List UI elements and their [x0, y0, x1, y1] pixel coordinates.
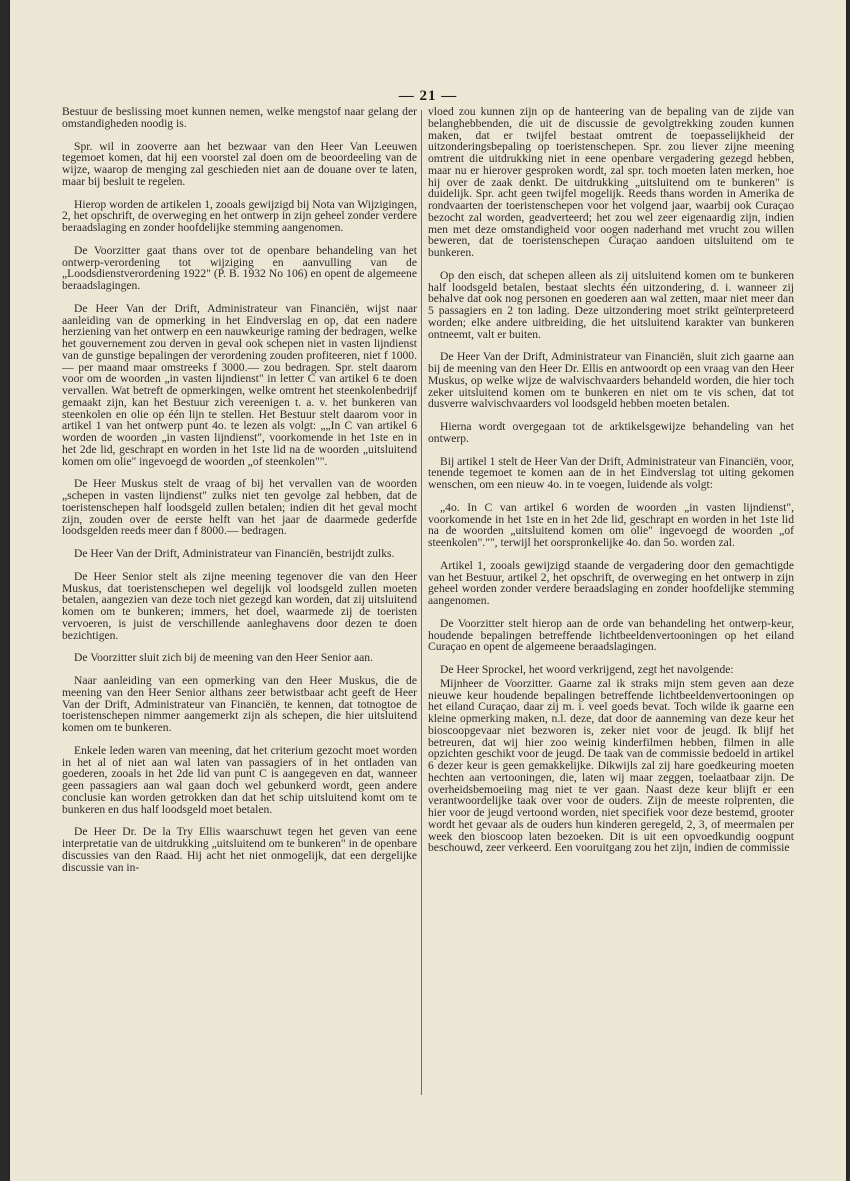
- paragraph: Bestuur de beslissing moet kunnen nemen, welke mengstof naar gelang der omstandigheden noodig is.: [62, 105, 417, 130]
- paragraph: De Heer Van der Drift, Administrateur van Financiën, wijst naar aanleiding van de opmerking in het Eindverslag en op, dat een nadere herziening van het ontwerp en een nauwkeurige raming der bedragen, welke het gouvernement zou derven in geval ook schepen niet in vasten lijndienst van de gunstige bepalingen der verordening zouden profiteeren, niet f 1000.— per maand maar omstreeks f 3000.— zou bedragen. Spr. stelt daarom voor om de woorden „in vasten lijndienst" in letter C van artikel 6 te doen vervallen. Wat betreft de opmerkingen, welke omtrent het steenkolenbedrijf gemaakt zijn, kan het Bestuur zich vereenigen t. a. v. het bunkeren van steenkolen en olie op één lijn te stellen. Het Bestuur stelt daarom voor in artikel 1 van het ontwerp punt 4o. te lezen als volgt: „„In C van artikel 6 worden de woorden „in vasten lijndienst", voorkomende in het 1ste en in het 2de lid, geschrapt en worden in het 1ste lid na de woorden „uitsluitend komen om olie" ingevoegd de woorden „of steenkolen"".: [62, 301, 417, 468]
- paragraph: Naar aanleiding van een opmerking van den Heer Muskus, die de meening van den Heer Senior althans zeer betwistbaar acht geeft de Heer Van der Drift, Administrateur van Financiën, te kennen, dat totnogtoe de toeristenschepen nimmer aangemerkt zijn als schepen, die hier uitsluitend komen om te bunkeren.: [62, 674, 417, 734]
- paragraph: De Heer Muskus stelt de vraag of bij het vervallen van de woorden „schepen in vasten lijndienst" zulks niet ten gevolge zal hebben, dat de toeristenschepen half loodsgeld zullen betalen; indien dit het geval mocht zijn, zouden over de eerste helft van het jaar de daarmede gederfde loodsgelden reeds meer dan f 8000.— bedragen.: [62, 477, 417, 538]
- paragraph: De Heer Van der Drift, Administrateur van Financiën, bestrijdt zulks.: [74, 547, 395, 560]
- column-divider: [421, 110, 422, 1095]
- paragraph: Enkele leden waren van meening, dat het criterium gezocht moet worden in het al of niet aan wal laten van passagiers of in het ontladen van goederen, zooals in het 2de lid van punt C is aangegeven en dat, wanneer geen passagiers aan wal gaan doch wel gebunkerd wordt, geen andere conclusie kan worden getrokken dan dat het schip uitsluitend komt om te bunkeren en dus half loodsgeld moet betalen.: [62, 743, 417, 816]
- right-column: [428, 106, 794, 854]
- paragraph: Spr. wil in zooverre aan het bezwaar van den Heer Van Leeuwen tegemoet komen, dat hij een voorstel zal doen om de beoordeeling van de wijze, waarop de menging zal geschieden niet aan de douane over te laten, maar bij besluit te regelen.: [62, 139, 417, 188]
- paragraph: De Heer Dr. De la Try Ellis waarschuwt tegen het geven van eene interpretatie van de uitdrukking „uitsluitend om te bunkeren" in de openbare discussies van den Raad. Hij acht het niet onmogelijk, dat een dergelijke discussie van in-: [62, 825, 417, 874]
- paragraph: De Voorzitter stelt hierop aan de orde van behandeling het ontwerp-keur, houdende bepalingen betreffende lichtbeeldenvertooningen op het eiland Curaçao en opent de algemeene beraadslagingen.: [428, 616, 794, 654]
- page-number: — 21 —: [398, 88, 458, 104]
- paragraph: Hierna wordt overgegaan tot de arktikelsgewijze behandeling van het ontwerp.: [428, 420, 794, 445]
- document-page: [10, 0, 846, 1181]
- paragraph: vloed zou kunnen zijn op de hanteering van de bepaling van de zijde van belanghebbenden, die uit de discussie de gevolgtrekking zouden kunnen maken, dat er twijfel bestaat omtrent de toepasselijkheid der uitzonderingsbepaling op toeristenschepen. Spr. zou liever zijne meening omtrent die uitdrukking niet in eene openbare vergadering gezegd hebben, maar nu er hierover gesproken wordt, zal spr. toch moeten laten merken, hoe hij over de zaak denkt. De uitdrukking „uitsluitend om te bunkeren" is duidelijk. Spr. acht geen twijfel mogelijk. Reeds thans worden in Amerika de rondvaarten der toeristenschepen voor het volgend jaar, waarbij ook Curaçao bezocht zal worden, geadverteerd; het zou wel zeer eigenaardig zijn, indien men met deze omstandigheid voor oogen naderhand met vrucht zou willen beweren, dat de toeristenschepen Curaçao aandoen uitsluitend om te bunkeren.: [428, 105, 794, 259]
- paragraph: De Voorzitter sluit zich bij de meening van den Heer Senior aan.: [74, 651, 373, 665]
- paragraph: „4o. In C van artikel 6 worden de woorden „in vasten lijndienst", voorkomende in het 1ste en in het 2de lid, geschrapt en worden in het 1ste lid na de woorden „uitsluitend komen om olie" ingevoegd de woorden „of steenkolen"."", terwijl het oorspronkelijke 4o. dan 5o. worden zal.: [428, 500, 794, 549]
- paragraph: De Heer Senior stelt als zijne meening tegenover die van den Heer Muskus, dat toeristenschepen wel degelijk vol loodsgeld zullen moeten betalen, aangezien van deze toch niet gezegd kan worden, dat zij uitsluitend komen om te bunkeren; immers, het doel, waarmede zij de toeristen vervoeren, is juist de verschillende aanleghavens door dezen te doen bezichtigen.: [62, 569, 417, 642]
- paragraph: De Heer Sprockel, het woord verkrijgend, zegt het navolgende:: [440, 663, 734, 676]
- paragraph: De Voorzitter gaat thans over tot de openbare behandeling van het ontwerp-verordening tot wijziging en aanvulling van de „Loodsdienstverordening 1922" (P. B. 1932 No 106) en opent de algemeene beraadslagingen.: [62, 243, 417, 292]
- left-column: [62, 106, 417, 873]
- paragraph: Hierop worden de artikelen 1, zooals gewijzigd bij Nota van Wijzigingen, 2, het opschrift, de overweging en het ontwerp in zijn geheel zonder verdere beraadslaging en zonder hoofdelijke stemming aangenomen.: [62, 197, 417, 234]
- paragraph: Artikel 1, zooals gewijzigd staande de vergadering door den gemachtigde van het Bestuur, artikel 2, het opschrift, de overweging en het ontwerp in zijn geheel worden zonder verdere beraadslaging en zonder hoofdelijke stemming aangenomen.: [428, 558, 794, 607]
- paragraph: Op den eisch, dat schepen alleen als zij uitsluitend komen om te bunkeren half loodsgeld betalen, bestaat slechts één uitzondering, d. i. wanneer zij behalve dat ook nog personen en goederen aan wal zetten, maar niet meer dan 5 passagiers en 2 ton lading. Deze uitzondering moet strikt geïnterpreteerd worden; elke andere uitbreiding, die het uitsluitend karakter van bunkeren ontneemt, valt er buiten.: [428, 268, 794, 341]
- paragraph: Bij artikel 1 stelt de Heer Van der Drift, Administrateur van Financiën, voor, tenende tegemoet te komen aan de in het Eindverslag tot uiting gekomen wenschen, om een nieuw 4o. in te voegen, luidende als volgt:: [428, 454, 794, 491]
- paragraph: Mijnheer de Voorzitter. Gaarne zal ik straks mijn stem geven aan deze nieuwe keur houdende bepalingen betreffende lichtbeeldenvertooningen op het eiland Curaçao, daar zij m. i. veel goeds bevat. Toch wilde ik gaarne een kleine opmerking maken, n.l. deze, dat door de aanneming van deze keur het bioscoopgevaar niet bezworen is, zeker niet voor de jeugd. Ik blijf het betreuren, dat wij hier zoo weinig kinderfilmen hebben, filmen in alle opzichten geschikt voor de jeugd. De taak van de commissie bedoeld in artikel 6 dezer keur is geen gemakkelijke. Dikwijls zal zij hare goedkeuring moeten hechten aan vertooningen, die, laten wij maar zeggen, toelaatbaar zijn. De overheidsbemoeiing mag niet te ver gaan. Naast deze keur blijft er een verantwoordelijke taak over voor de ouders. Zijn de meeste rolprenten, die hier voor de jeugd vertoond worden, niet specifiek voor deze bestemd, grooter wordt het gevaar als de ouders hun kinderen geregeld, 2, 3, of meermalen per week den bioscoop laten bezoeken. Dit is uit een opvoedkundig oogpunt beschouwd, zeer verkeerd. Een vooruitgang zou het zijn, indien de commissie: [428, 676, 794, 855]
- paragraph: De Heer Van der Drift, Administrateur van Financiën, sluit zich gaarne aan bij de meening van den Heer Dr. Ellis en antwoordt op een vraag van den Heer Muskus, op welke wijze de walvischvaarders behandeld worden, die hier toch zeker uitsluitend komen om te bunkeren en niet om te vis schen, dat tot dusverre walvischvaarders vol loodsgeld hebben moeten betalen.: [428, 350, 794, 411]
